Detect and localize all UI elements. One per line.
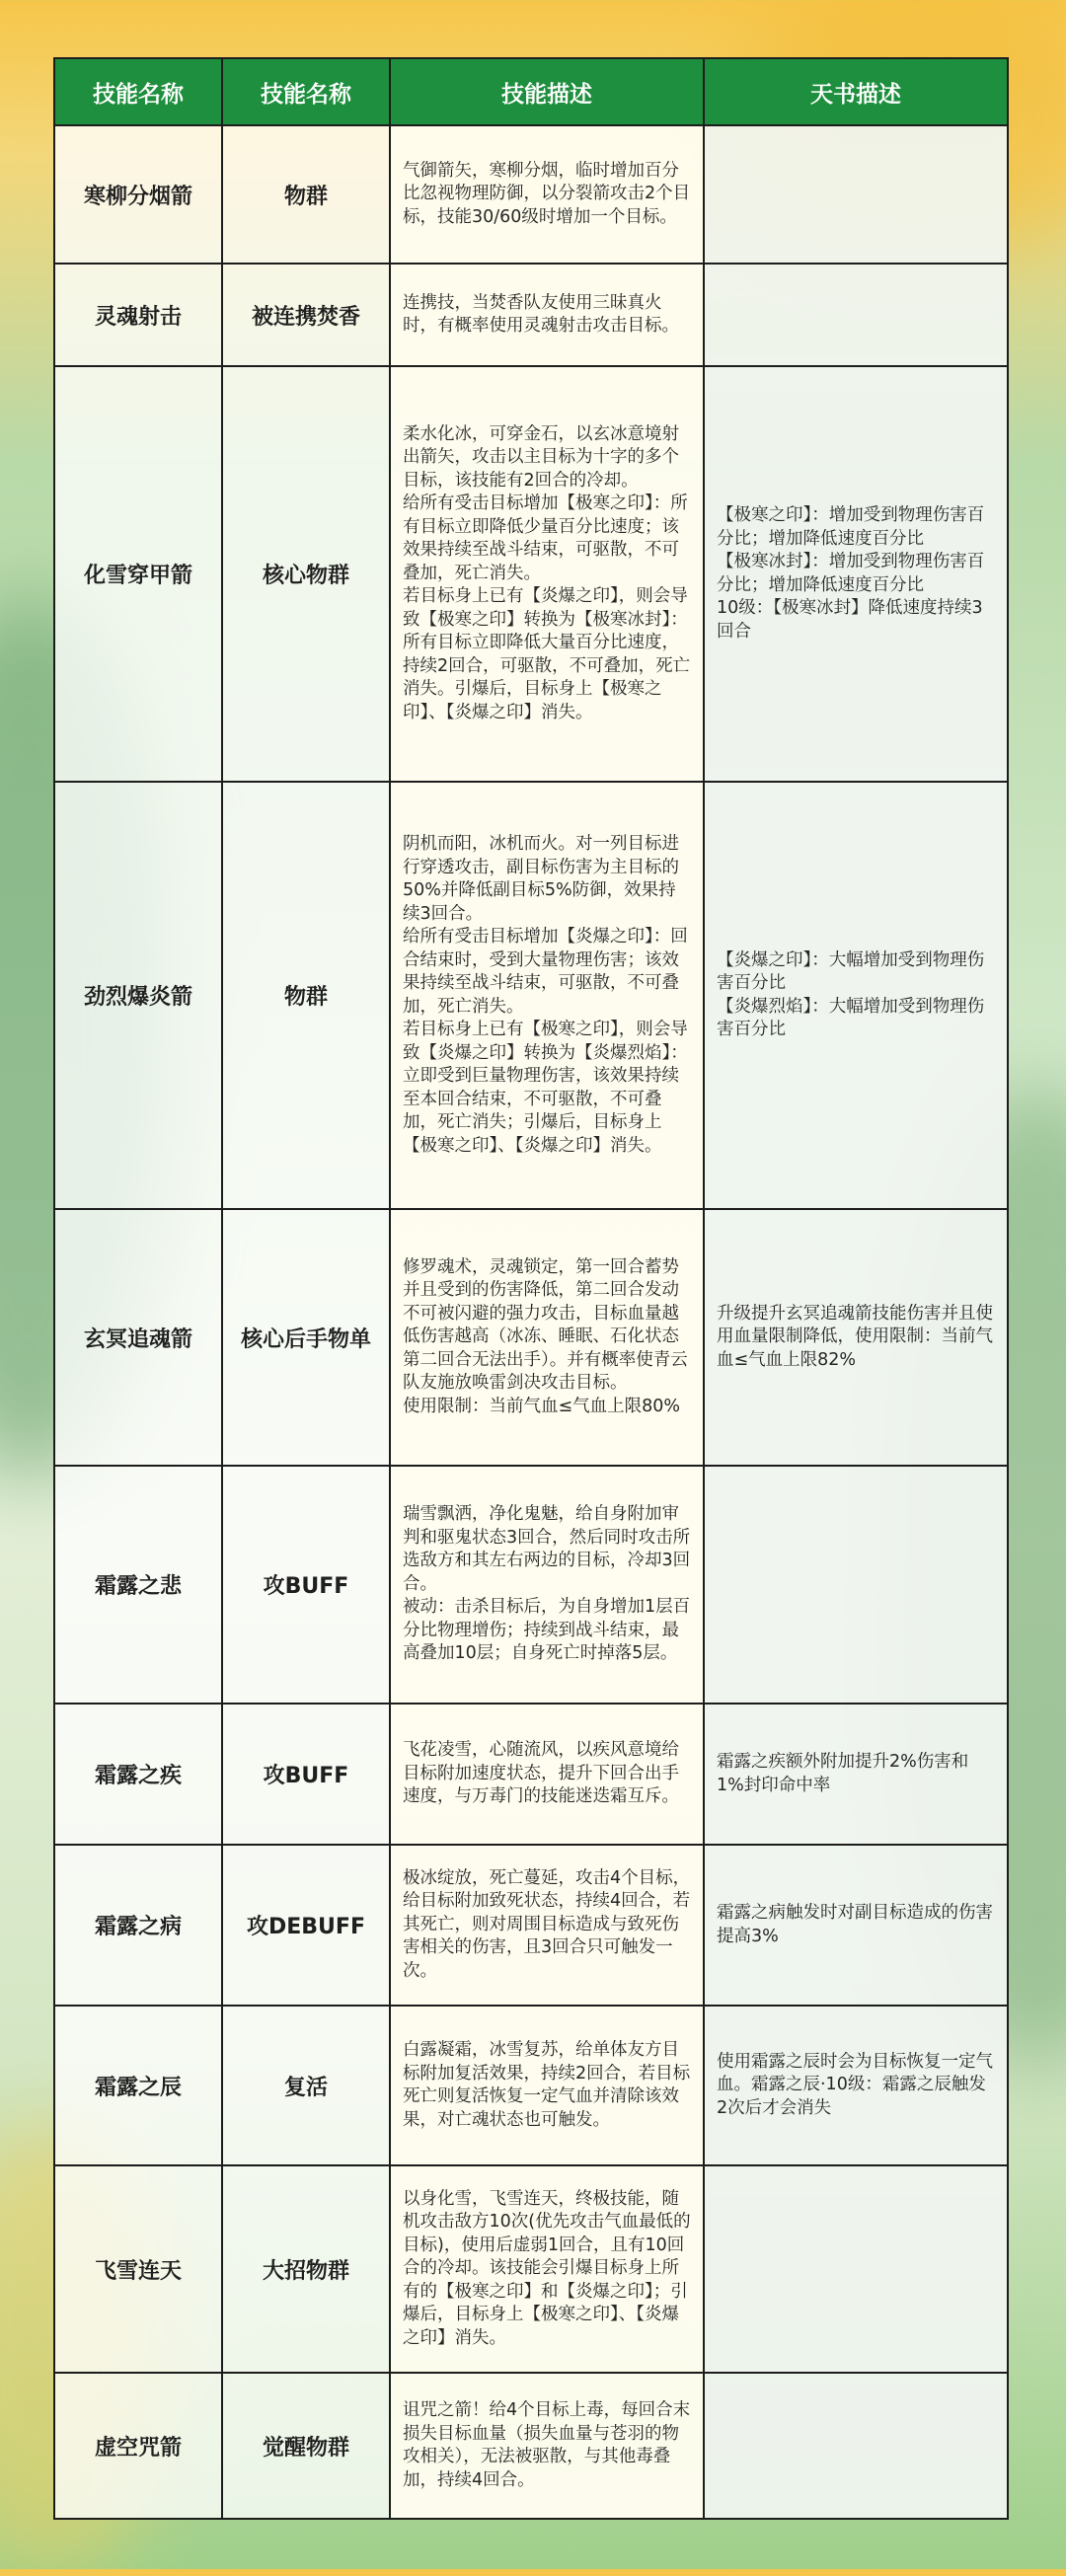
tianshu-description: 【炎爆之印】：大幅增加受到物理伤害百分比 【炎爆烈焰】：大幅增加受到物理伤害百分比 [704, 782, 1008, 1209]
skill-type: 攻DEBUFF [222, 1845, 390, 2006]
skill-name: 霜露之病 [54, 1845, 222, 2006]
table-row [54, 1466, 1008, 1704]
header-skill-name: 技能名称 [54, 58, 222, 125]
skill-name: 寒柳分烟箭 [54, 125, 222, 264]
table-row [54, 264, 1008, 366]
tianshu-description: 霜露之病触发时对副目标造成的伤害提高3% [704, 1845, 1008, 2006]
tianshu-description [704, 2373, 1008, 2519]
header-skill-description: 技能描述 [390, 58, 704, 125]
skill-type: 觉醒物群 [222, 2373, 390, 2519]
skill-table [53, 57, 1009, 2520]
skill-name: 玄冥追魂箭 [54, 1209, 222, 1466]
table-header-row [54, 58, 1008, 125]
table-row [54, 2006, 1008, 2165]
tianshu-description: 霜露之疾额外附加提升2%伤害和1%封印命中率 [704, 1704, 1008, 1845]
skill-type: 物群 [222, 125, 390, 264]
table-row [54, 1209, 1008, 1466]
tianshu-description [704, 125, 1008, 264]
table-row [54, 1845, 1008, 2006]
table-row [54, 782, 1008, 1209]
skill-description: 以身化雪，飞雪连天，终极技能，随机攻击敌方10次(优先攻击气血最低的目标)，使用后虚弱1回合，且有10回合的冷却。该技能会引爆目标身上所有的【极寒之印】和【炎爆之印】；引爆后，目标身上【极寒之印】、【炎爆之印】消失。 [390, 2165, 704, 2373]
skill-type: 被连携焚香 [222, 264, 390, 366]
skill-type: 大招物群 [222, 2165, 390, 2373]
tianshu-description [704, 264, 1008, 366]
table-row [54, 2373, 1008, 2519]
skill-type: 物群 [222, 782, 390, 1209]
skill-description: 瑞雪飘洒，净化鬼魅，给自身附加审判和驱鬼状态3回合，然后同时攻击所选敌方和其左右两边的目标，冷却3回合。 被动：击杀目标后，为自身增加1层百分比物理增伤；持续到战斗结束，最高叠加10层；自身死亡时掉落5层。 [390, 1466, 704, 1704]
skill-description: 气御箭矢，寒柳分烟，临时增加百分比忽视物理防御，以分裂箭攻击2个目标，技能30/60级时增加一个目标。 [390, 125, 704, 264]
skill-name: 虚空咒箭 [54, 2373, 222, 2519]
table-row [54, 125, 1008, 264]
skill-name: 霜露之悲 [54, 1466, 222, 1704]
skill-table-container [53, 57, 1007, 2520]
header-skill-type: 技能名称 [222, 58, 390, 125]
skill-name: 飞雪连天 [54, 2165, 222, 2373]
table-row [54, 366, 1008, 782]
skill-description: 柔水化冰，可穿金石，以玄冰意境射出箭矢，攻击以主目标为十字的多个目标，该技能有2回合的冷却。 给所有受击目标增加【极寒之印】：所有目标立即降低少量百分比速度；该效果持续至战斗结束，可驱散，不可叠加，死亡消失。 若目标身上已有【炎爆之印】，则会导致【极寒之印】转换为【极寒冰封】：所有目标立即降低大量百分比速度，持续2回合，可驱散，不可叠加，死亡消失。引爆后，目标身上【极寒之印】、【炎爆之印】消失。 [390, 366, 704, 782]
skill-description: 飞花凌雪，心随流风，以疾风意境给目标附加速度状态，提升下回合出手速度，与万毒门的技能迷迭霜互斥。 [390, 1704, 704, 1845]
skill-name: 化雪穿甲箭 [54, 366, 222, 782]
skill-name: 劲烈爆炎箭 [54, 782, 222, 1209]
tianshu-description: 使用霜露之辰时会为目标恢复一定气血。霜露之辰·10级：霜露之辰触发2次后才会消失 [704, 2006, 1008, 2165]
skill-type: 复活 [222, 2006, 390, 2165]
skill-description: 诅咒之箭！给4个目标上毒，每回合末损失目标血量（损失血量与苍羽的物攻相关），无法被驱散，与其他毒叠加，持续4回合。 [390, 2373, 704, 2519]
skill-name: 灵魂射击 [54, 264, 222, 366]
table-row [54, 2165, 1008, 2373]
skill-type: 攻BUFF [222, 1704, 390, 1845]
skill-description: 白露凝霜，冰雪复苏，给单体友方目标附加复活效果，持续2回合，若目标死亡则复活恢复一定气血并清除该效果，对亡魂状态也可触发。 [390, 2006, 704, 2165]
skill-type: 攻BUFF [222, 1466, 390, 1704]
skill-name: 霜露之辰 [54, 2006, 222, 2165]
skill-name: 霜露之疾 [54, 1704, 222, 1845]
tianshu-description [704, 2165, 1008, 2373]
skill-description: 阴机而阳，冰机而火。对一列目标进行穿透攻击，副目标伤害为主目标的50%并降低副目标5%防御，效果持续3回合。 给所有受击目标增加【炎爆之印】：回合结束时，受到大量物理伤害；该效果持续至战斗结束，可驱散，不可叠加，死亡消失。 若目标身上已有【极寒之印】，则会导致【炎爆之印】转换为【炎爆烈焰】：立即受到巨量物理伤害，该效果持续至本回合结束，不可驱散，不可叠加，死亡消失；引爆后，目标身上【极寒之印】、【炎爆之印】消失。 [390, 782, 704, 1209]
skill-description: 修罗魂术，灵魂锁定，第一回合蓄势并且受到的伤害降低，第二回合发动不可被闪避的强力攻击，目标血量越低伤害越高（冰冻、睡眠、石化状态第二回合无法出手）。并有概率使青云队友施放唤雷剑决攻击目标。 使用限制：当前气血≤气血上限80% [390, 1209, 704, 1466]
header-tianshu-description: 天书描述 [704, 58, 1008, 125]
skill-type: 核心后手物单 [222, 1209, 390, 1466]
table-row [54, 1704, 1008, 1845]
tianshu-description: 【极寒之印】：增加受到物理伤害百分比；增加降低速度百分比 【极寒冰封】：增加受到物理伤害百分比；增加降低速度百分比 10级：【极寒冰封】降低速度持续3回合 [704, 366, 1008, 782]
skill-description: 极冰绽放，死亡蔓延，攻击4个目标，给目标附加致死状态，持续4回合，若其死亡，则对周围目标造成与致死伤害相关的伤害，且3回合只可触发一次。 [390, 1845, 704, 2006]
tianshu-description: 升级提升玄冥追魂箭技能伤害并且使用血量限制降低，使用限制：当前气血≤气血上限82% [704, 1209, 1008, 1466]
skill-description: 连携技，当焚香队友使用三昧真火时，有概率使用灵魂射击攻击目标。 [390, 264, 704, 366]
skill-type: 核心物群 [222, 366, 390, 782]
tianshu-description [704, 1466, 1008, 1704]
